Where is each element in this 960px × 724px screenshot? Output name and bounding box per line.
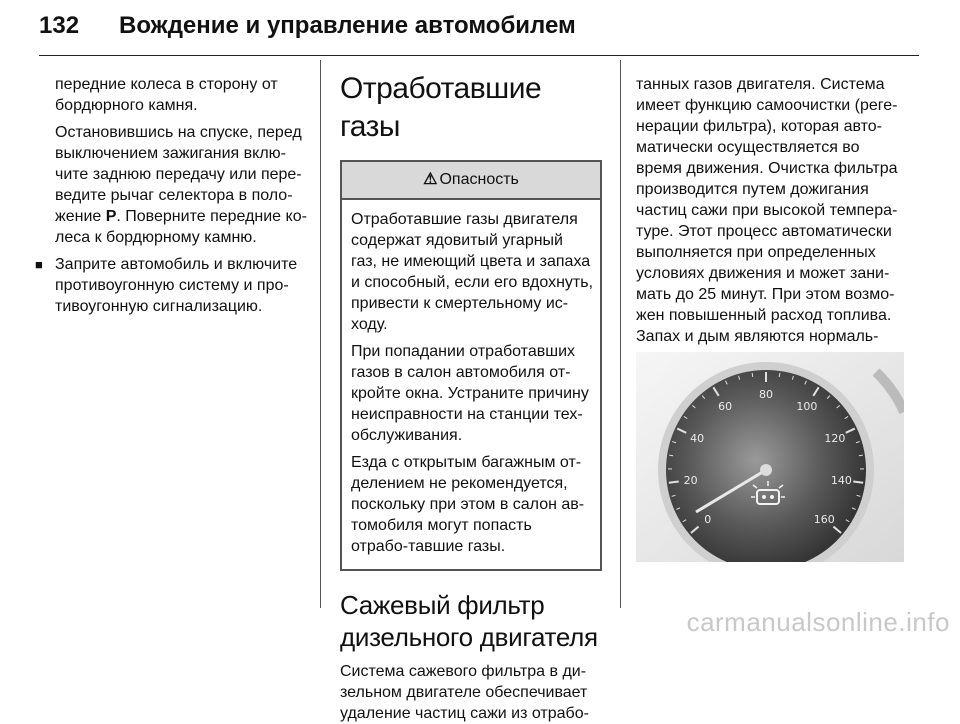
gauge-tick-label: 60 [718,400,732,413]
page-header [39,4,919,48]
column-divider-1 [320,60,321,608]
column-divider-2 [620,60,621,608]
gauge-tick-label: 20 [684,474,698,487]
speedometer-gauge [636,352,904,562]
gauge-tick-label: 80 [759,388,773,401]
column-1 [55,74,313,317]
gauge-minor-tick [859,455,863,456]
warning-box [340,160,602,571]
page-title: Вождение и управление автомобилем [119,12,576,40]
page-number: 132 [39,12,79,40]
warning-paragraph: Езда с открытым багажным от-делением не рекомендуется, поскольку при этом в салон ав-томобиля могут попасть отрабо-тавшие газы. [351,452,593,557]
header-divider [39,55,919,56]
paragraph: Система сажевого фильтра в ди-зельном двигателе обеспечивает удаление частиц сажи из отрабо- [340,661,602,724]
gauge-major-tick [853,481,863,482]
list-item-text: Заприте автомобиль и включите противоугонную систему и про-тивоугонную сигнализацию. [55,256,297,315]
gauge-minor-tick [779,373,780,377]
column-3 [636,74,904,395]
gauge-tick-label: 140 [831,474,852,487]
warning-title: Опасность [439,171,518,188]
text-run: Остановившись на спуске, перед выключением зажигания вклю-чите заднюю передачу или пере-ведите рычаг селектора в поло-жение [55,124,302,225]
warning-paragraph: При попадании отработавших газов в салон автомобиля от-кройте окна. Устраните причину неисправности на станции тех-обслуживания. [351,341,593,446]
gauge-tick-label: 40 [690,432,704,445]
watermark: carmanualsonline.info [687,607,950,638]
paragraph: танных газов двигателя. Система имеет функцию самоочистки (реге-нерации фильтра), которая авто-матически осуществляется во время движения. Очистка фильтра производится путем дожигания частиц сажи при высокой темпера-туре. Этот процесс автоматически выполняется при определенных условиях движения и может зани-мать до 25 минут. При этом возмо-жен повышенный расход топлива. Запах и дым являются нормаль- [636,74,904,389]
gauge-major-tick [669,481,679,482]
text-run: . Поверните передние ко-леса к бордюрному камню. [55,208,307,246]
needle-hub [760,464,772,476]
warning-triangle-icon: ⚠ [423,162,437,198]
list-item [55,254,313,317]
column-2 [340,70,602,724]
gauge-tick-label: 100 [796,400,817,413]
gauge-minor-tick [669,455,673,456]
subheading-line: дизельного двигателя [340,622,598,652]
warning-header [342,162,600,200]
bullet-icon: ■ [35,254,43,275]
paragraph [55,122,313,248]
paragraph: передние колеса в сторону от бордюрного камня. [55,74,313,116]
gauge-minor-tick [752,373,753,377]
gauge-tick-label: 0 [704,513,711,526]
subsection-heading [340,589,602,653]
subheading-line: Сажевый фильтр [340,590,544,620]
gauge-tick-label: 160 [814,513,835,526]
section-heading: Отработавшие газы [340,70,602,146]
warning-paragraph: Отработавшие газы двигателя содержат ядовитый угарный газ, не имеющий цвета и запаха и способный, если его вдохнуть, привести к смертельному ис-ходу. [351,209,593,335]
warning-body [342,200,600,569]
gear-position-p: P [106,208,117,225]
gauge-tick-label: 120 [824,432,845,445]
instrument-cluster-image [636,352,904,562]
